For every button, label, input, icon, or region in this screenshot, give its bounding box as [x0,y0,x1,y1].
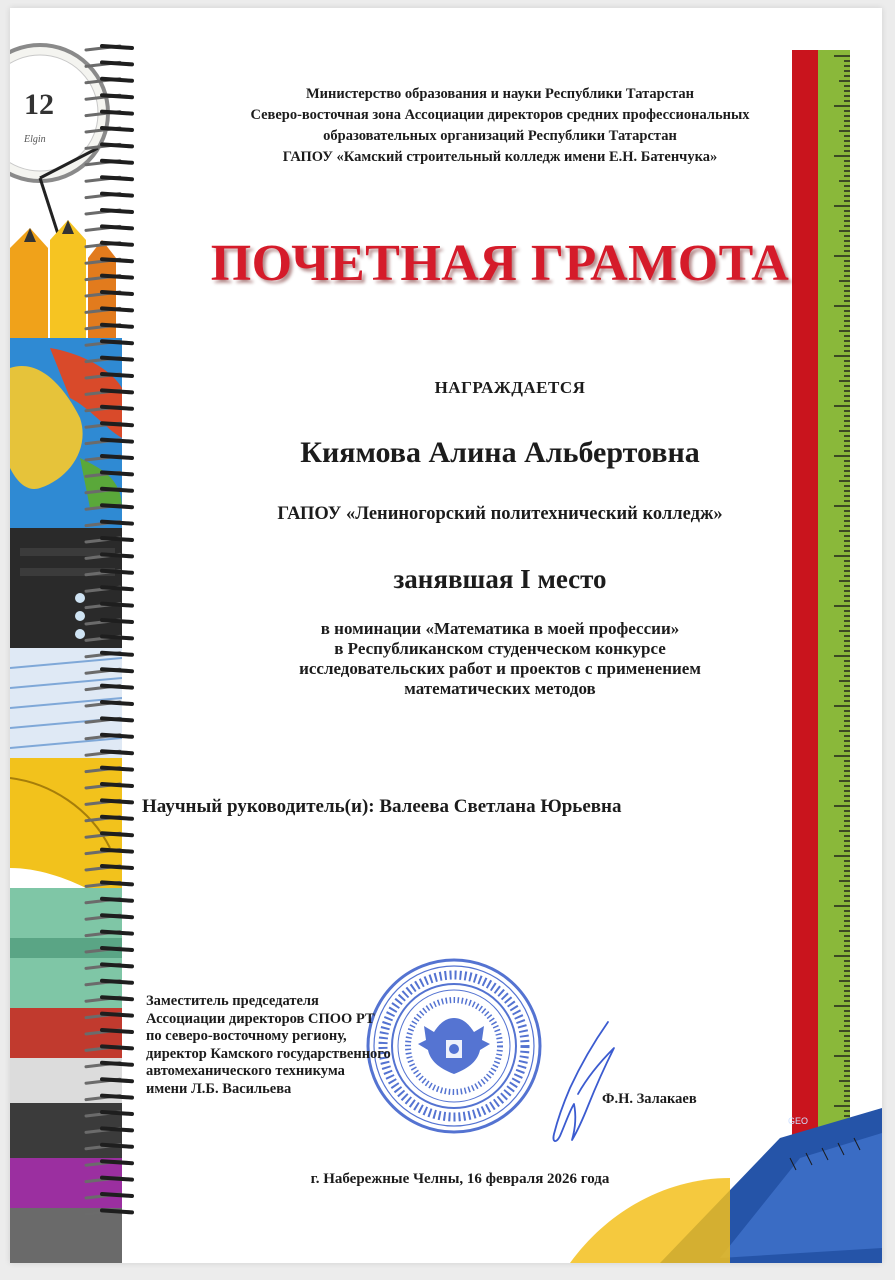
signatory-line: по северо-восточному региону, [146,1028,347,1044]
nomination-block [140,619,860,699]
header-line: образовательных организаций Республики Татарстан [323,128,677,144]
supervisor-line: Научный руководитель(и): Валеева Светлана Юрьевна [142,796,622,817]
awarded-label: НАГРАЖДАЕТСЯ [434,378,586,397]
clock-numeral: 12 [24,88,54,121]
ruler-brand: GEO [788,1116,809,1126]
nomination-line: в Республиканском студенческом конкурсе [334,639,666,658]
signatory-line: автомеханического техникума [146,1063,345,1079]
official-seal [364,956,544,1136]
city-date: г. Набережные Челны, 16 февраля 2026 года [310,1171,610,1187]
certificate-title: ПОЧЕТНАЯ ГРАМОТА [210,235,790,292]
header-line: Северо-восточная зона Ассоциации директоров средних профессиональных [250,107,750,123]
certificate-sheet [10,8,882,1263]
place-text: занявшая I место [393,564,607,594]
signatory-line: имени Л.Б. Васильева [146,1080,292,1097]
nomination-line: математических методов [404,679,596,698]
header-line: Министерство образования и науки Республики Татарстан [305,86,695,102]
issuer-header [130,84,870,168]
clock-brand: Elgin [24,134,46,145]
signatory-line: директор Камского государственного [146,1045,391,1062]
signature [530,1018,620,1148]
header-line: ГАПОУ «Камский строительный колледж имени Е.Н. Батенчука» [282,149,718,165]
signatory-line: Ассоциации директоров СПОО РТ [146,1010,375,1027]
recipient-name: Киямова Алина Альбертовна [300,436,700,469]
signer-name: Ф.Н. Залакаев [602,1091,697,1107]
signatory-block [146,993,391,1098]
recipient-organization: ГАПОУ «Лениногорский политехнический колледж» [277,504,723,524]
nomination-line: исследовательских работ и проектов с применением [299,659,701,678]
signatory-line: Заместитель председателя [146,993,319,1009]
nomination-line: в номинации «Математика в моей профессии» [320,619,680,638]
